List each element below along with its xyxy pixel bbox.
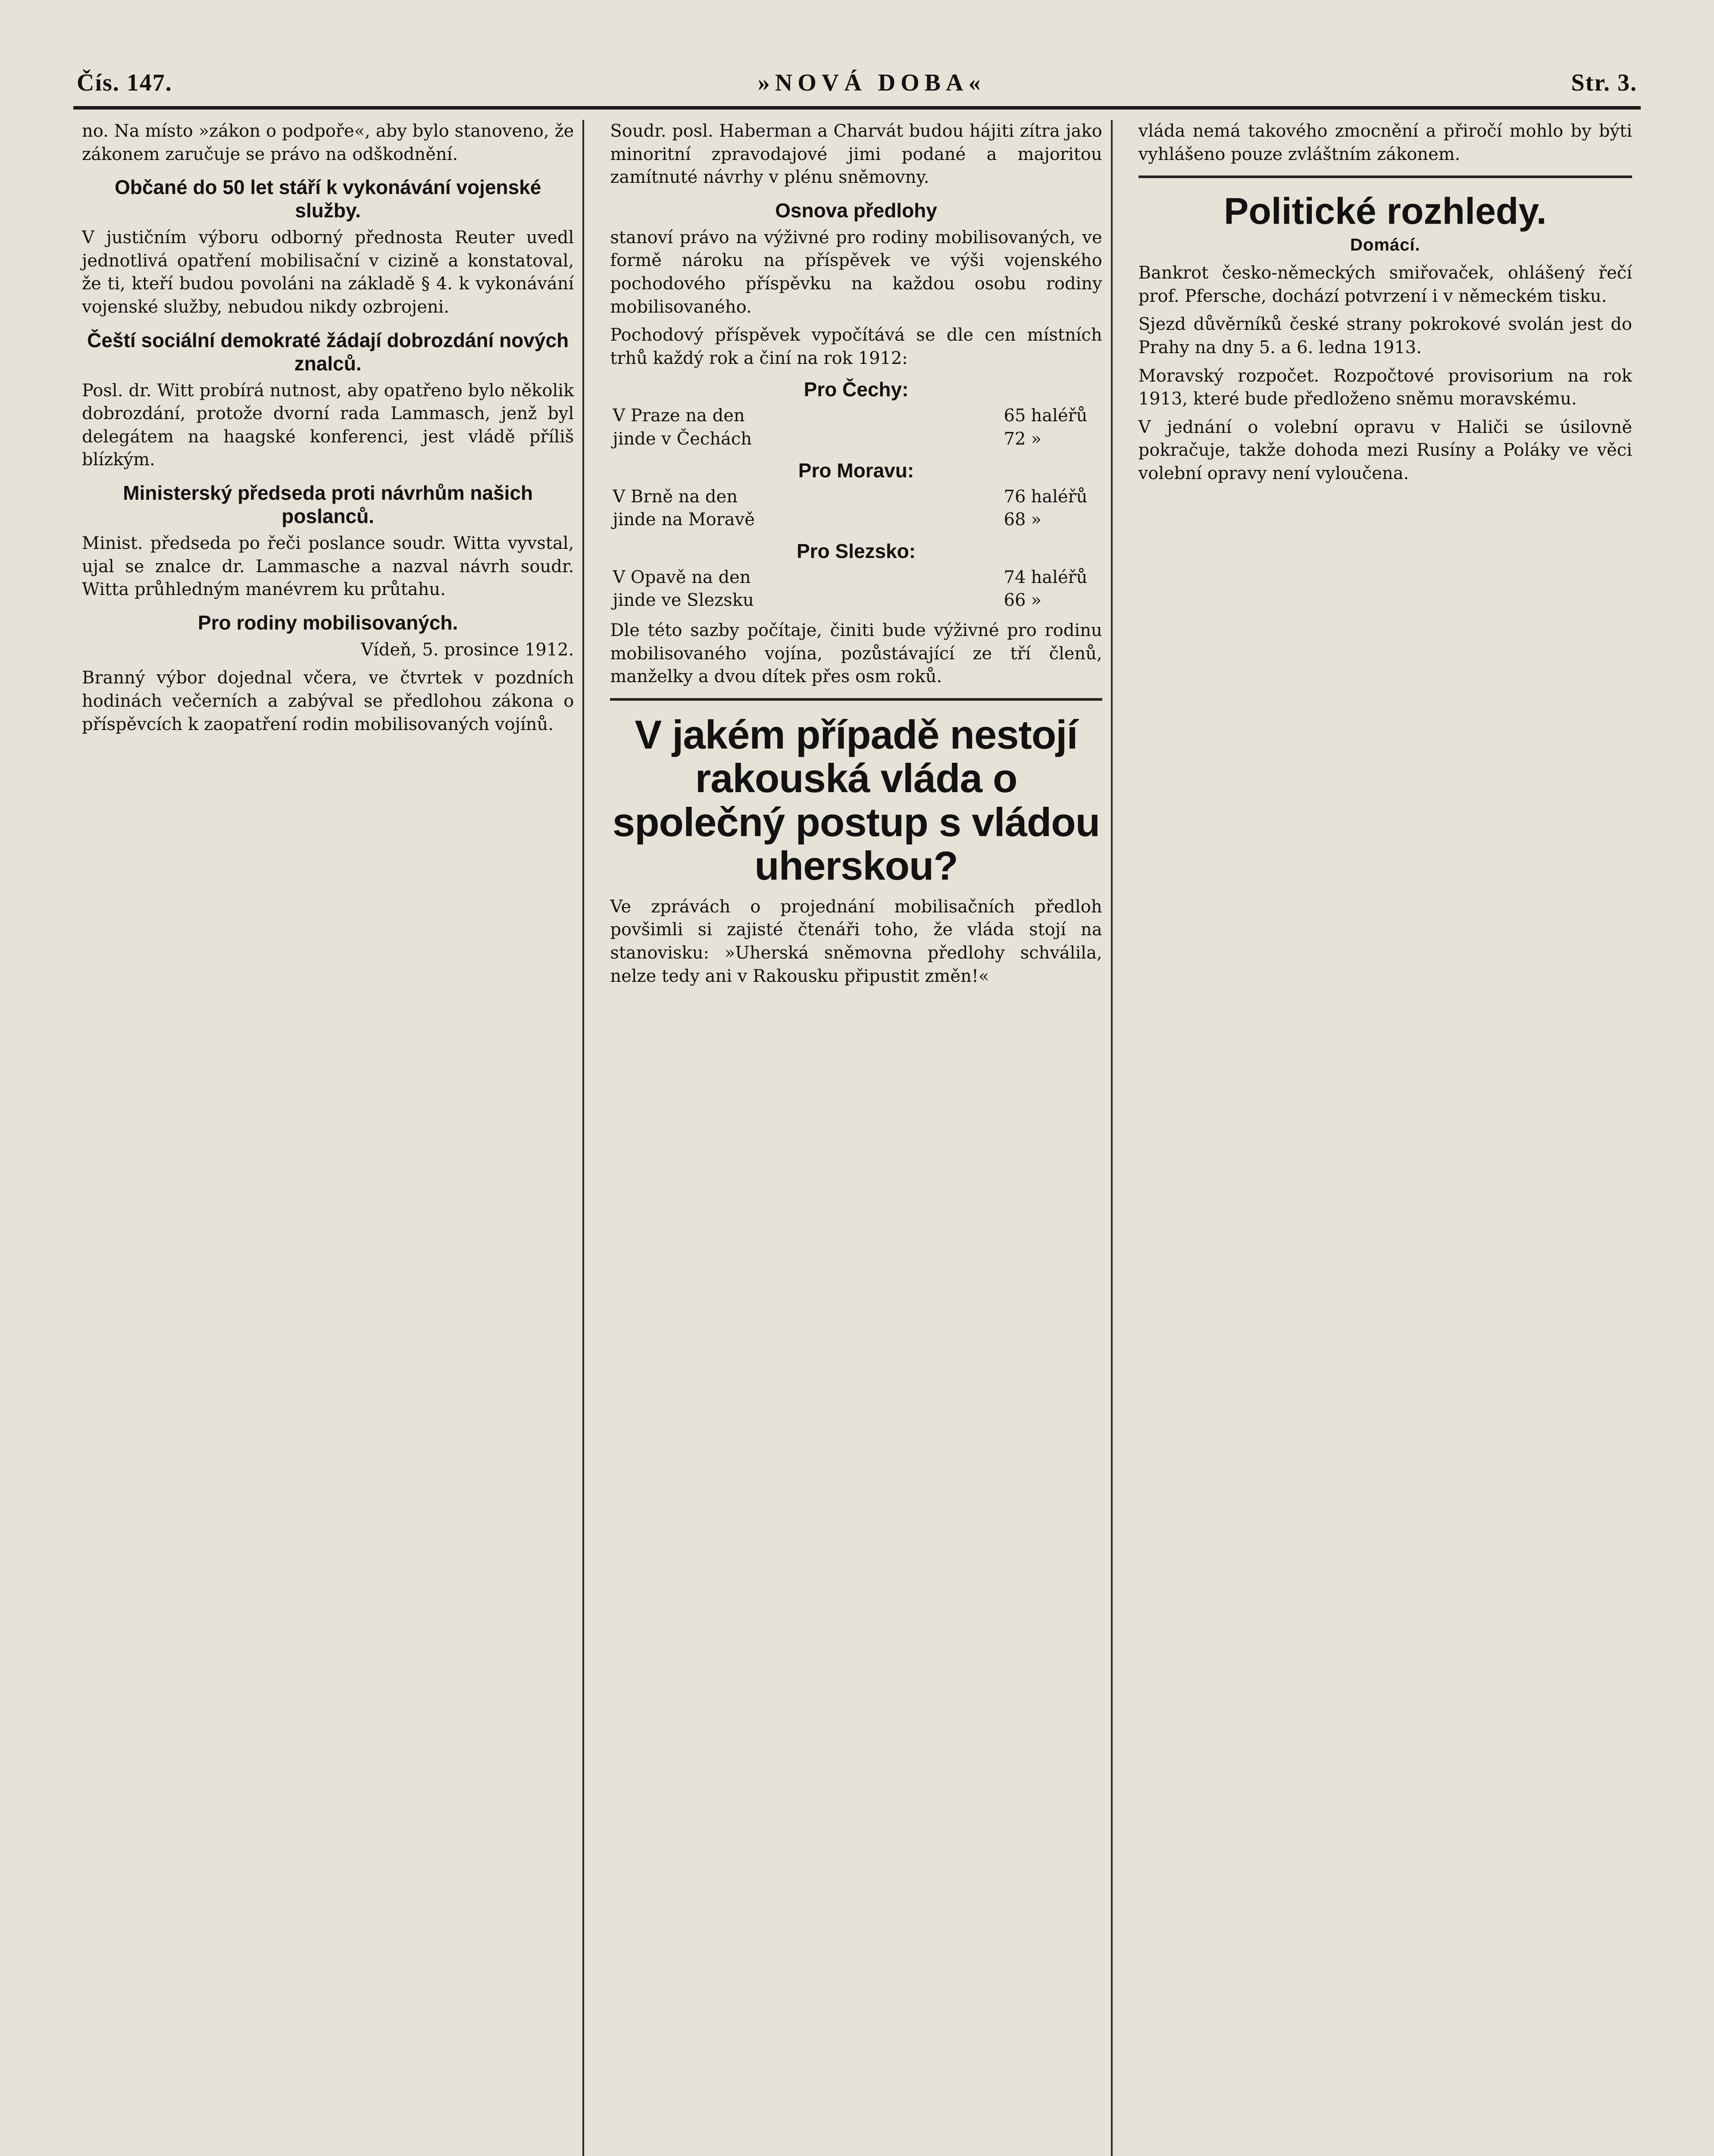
rate-place: jinde v Čechách [613, 429, 752, 449]
after-rates-paragraph: Dle této sazby počítaje, činiti bude výživné pro rodinu mobilisovaného vojína, pozůstávající ze tří členů, manželky a dvou dítek přes osm roků. [610, 620, 1102, 687]
page-number: Str. 3. [1571, 69, 1637, 96]
masthead [73, 52, 1641, 110]
section-divider [1138, 175, 1632, 178]
newspaper-title: »NOVÁ DOBA« [757, 69, 986, 96]
issue-number: Čís. 147. [77, 69, 172, 96]
left-section [82, 481, 574, 602]
section-subtitle: Domácí. [1350, 235, 1420, 255]
feature-paragraph: Ve zprávách o projednání mobilisačních předloh povšimli si zajisté čtenáři toho, že vláda stojí na stanovisku: »Uherská sněmovna předlohy schválila, nelze tedy ani v Rakousku připustit změn!« [610, 896, 1102, 986]
section-divider [610, 698, 1102, 701]
right-column [1130, 120, 1641, 2156]
left-section-paragraph: Branný výbor dojednal včera, ve čtvrtek v pozdních hodinách večerních a zabýval se předlohou zákona o příspěvcích k zaopatření rodin mobilisovaných vojínů. [82, 668, 574, 734]
rate-place: V Brně na den [613, 486, 738, 507]
rate-row [610, 508, 1102, 532]
outline-paragraph: stanoví právo na výživné pro rodiny mobilisovaných, ve formě nároku na příspěvek ve výši vojenského pochodového příspěvku na každou osobu rodiny mobilisovaného. [610, 227, 1102, 317]
rate-region-heading: Pro Slezsko: [796, 539, 916, 562]
section-paragraph: V jednání o volební opravu v Haliči se úsilovně pokračuje, takže dohoda mezi Rusíny a Poláky ve věci volební opravy není vyloučena. [1138, 417, 1632, 483]
rate-region-heading: Pro Čechy: [804, 378, 909, 401]
rate-place: V Praze na den [613, 406, 745, 426]
outline-heading: Osnova předlohy [775, 199, 937, 222]
left-section-paragraph: V justičním výboru odborný přednosta Reuter uvedl jednotlivá opatření mobilisační v cizině a konstatoval, že ti, kteří budou povoláni na základě § 4. k vykonávání vojenské služby, nebudou nikdy ozbrojeni. [82, 228, 574, 317]
section-paragraph: Sjezd důvěrníků české strany pokrokové svolán jest do Prahy na dny 5. a 6. ledna 1913. [1138, 314, 1632, 357]
section-paragraph: Bankrot česko-německých smiřovaček, ohlášený řečí prof. Pfersche, dochází potvrzení i v německém tisku. [1138, 263, 1632, 306]
section-title: Politické rozhledy. [1223, 191, 1547, 232]
left-section-paragraph: Minist. předseda po řeči poslance soudr. Witta vyvstal, ujal se znalce dr. Lammasche a nazval návrh soudr. Witta průhledným manévrem ku průtahu. [82, 533, 574, 600]
feature-headline: V jakém případě nestojí rakouská vláda o společný postup s vládou uherskou? [612, 711, 1100, 889]
rate-table [610, 486, 1102, 532]
rate-unit: » [1031, 590, 1042, 611]
outline-paragraph: Pochodový příspěvek vypočítává se dle cen místních trhů každý rok a činí na rok 1912: [610, 325, 1102, 368]
rate-amount: 68 [1004, 510, 1026, 530]
rate-row [610, 404, 1102, 428]
left-section [82, 175, 574, 319]
rate-place: jinde ve Slezsku [613, 590, 754, 611]
rate-unit: haléřů [1031, 486, 1088, 507]
rate-amount: 66 [1004, 590, 1026, 611]
left-section [82, 329, 574, 472]
left-section-heading: Pro rodiny mobilisovaných. [198, 611, 458, 634]
middle-column [601, 120, 1112, 2156]
rates-block [610, 378, 1102, 612]
left-section-dateline: Vídeň, 5. prosince 1912. [361, 639, 574, 660]
left-section [82, 611, 574, 736]
rate-table [610, 404, 1102, 451]
left-section-heading: Čeští sociální demokraté žádají dobrozdání nových znalců. [87, 329, 569, 375]
rate-place: V Opavě na den [613, 567, 751, 587]
article-columns [73, 120, 1641, 2156]
left-column [73, 120, 584, 2156]
rate-row [610, 589, 1102, 612]
left-section-heading: Ministerský předseda proti návrhům našich poslanců. [123, 481, 533, 527]
left-section [82, 120, 574, 166]
rate-amount: 76 [1004, 486, 1026, 507]
rate-table [610, 566, 1102, 612]
left-section-heading: Občané do 50 let stáří k vykonávání vojenské služby. [114, 176, 541, 222]
rate-unit: haléřů [1031, 567, 1088, 587]
rate-region-heading: Pro Moravu: [798, 459, 914, 482]
rate-place: jinde na Moravě [613, 510, 755, 530]
rate-unit: » [1031, 510, 1042, 530]
rate-row [610, 486, 1102, 509]
rate-row [610, 428, 1102, 451]
section-paragraph: Moravský rozpočet. Rozpočtové provisorium na rok 1913, které bude předloženo sněmu moravskému. [1138, 366, 1632, 409]
rate-amount: 65 [1004, 406, 1026, 426]
rate-unit: haléřů [1031, 406, 1088, 426]
rate-row [610, 566, 1102, 589]
rate-amount: 74 [1004, 567, 1026, 587]
rate-unit: » [1031, 429, 1042, 449]
left-section-paragraph: no. Na místo »zákon o podpoře«, aby bylo stanoveno, že zákonem zaručuje se právo na odškodnění. [82, 121, 574, 164]
rate-amount: 72 [1004, 429, 1026, 449]
middle-intro-paragraph: Soudr. posl. Haberman a Charvát budou hájiti zítra jako minoritní zpravodajové jimi podané a majoritou zamítnuté návrhy v plénu sněmovny. [610, 121, 1102, 188]
right-top-paragraph: vláda nemá takového zmocnění a přiročí mohlo by býti vyhlášeno pouze zvláštním zákonem. [1138, 121, 1632, 164]
left-section-paragraph: Posl. dr. Witt probírá nutnost, aby opatřeno bylo několik dobrozdání, protože dvorní rada Lammasch, jenž byl delegátem na haagské konferenci, jest vládě příliš blízkým. [82, 380, 574, 470]
